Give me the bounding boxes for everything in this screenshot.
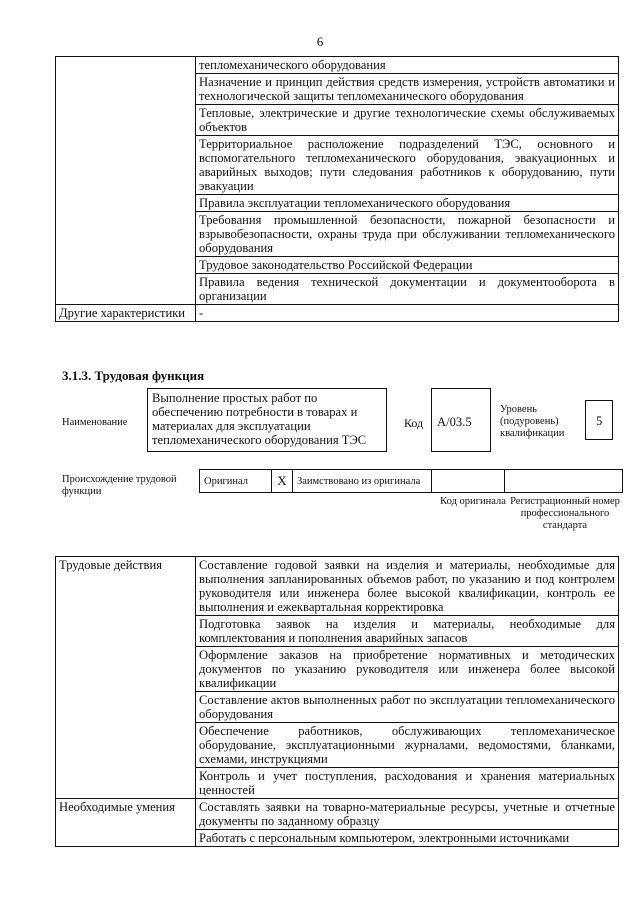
table-row	[56, 305, 619, 322]
table-cell-right: Составление актов выполненных работ по эксплуатации тепломеханического оборудования	[196, 692, 619, 723]
code-value: А/03.5	[437, 415, 472, 429]
function-name-box	[147, 388, 387, 452]
table-cell-right: Требования промышленной безопасности, пожарной безопасности и взрывобезопасности, охраны труда при обслуживании тепломеханического оборудования	[196, 212, 619, 257]
knowledge-table	[55, 56, 619, 322]
table-cell-right: Составлять заявки на товарно-материальные ресурсы, учетные и отчетные документы по заданному образцу	[196, 799, 619, 830]
origin-label: Происхождение трудовой функции	[62, 474, 177, 497]
original-label: Оригинал	[200, 470, 272, 493]
table-cell-right: Оформление заказов на приобретение нормативных и методических документов по указанию руководителя или инженера более высокой квалификации	[196, 647, 619, 692]
table-cell-right: Подготовка заявок на изделия и материалы, необходимые для комплектования и пополнения аварийных запасов	[196, 616, 619, 647]
other-characteristics-label: Другие характеристики	[56, 305, 196, 322]
table-cell-left	[56, 57, 196, 305]
required-skills-label: Необходимые умения	[56, 799, 196, 847]
table-cell-right: тепломеханического оборудования	[196, 57, 619, 74]
original-mark: X	[272, 470, 293, 493]
table-cell-right: Правила эксплуатации тепломеханического оборудования	[196, 195, 619, 212]
registration-number-cell	[505, 470, 623, 493]
table-row	[56, 57, 619, 74]
name-label: Наименование	[62, 417, 128, 428]
code-box	[431, 388, 491, 452]
table-row	[56, 799, 619, 830]
code-caption: Код оригинала	[440, 496, 506, 507]
level-label: Уровень (подуровень) квалификации	[500, 404, 565, 439]
table-cell-right: Назначение и принцип действия средств измерения, устройств автоматики и технологической защиты тепломеханического оборудования	[196, 74, 619, 105]
table-cell-right: Тепловые, электрические и другие технологические схемы обслуживаемых объектов	[196, 105, 619, 136]
code-label: Код	[404, 416, 424, 430]
registration-caption: Регистрационный номер профессионального стандарта	[510, 496, 620, 531]
actions-table	[55, 556, 619, 847]
table-cell-right: Правила ведения технической документации и документооборота в организации	[196, 274, 619, 305]
table-cell-right: Территориальное расположение подразделений ТЭС, основного и вспомогательного тепломеханического оборудования, эвакуационных и аварийных выходов; пути следования работников к оборудованию, пути эвакуации	[196, 136, 619, 195]
original-code-cell	[432, 470, 505, 493]
page-number: 6	[316, 34, 324, 49]
origin-table	[199, 469, 623, 493]
borrowed-label: Заимствовано из оригинала	[293, 470, 432, 493]
table-cell-right: Трудовое законодательство Российской Федерации	[196, 257, 619, 274]
other-characteristics-value: -	[196, 305, 619, 322]
table-cell-right: Работать с персональным компьютером, электронными источниками	[196, 830, 619, 847]
level-value: 5	[596, 414, 603, 428]
section-title: 3.1.3. Трудовая функция	[62, 368, 205, 383]
function-name-value: Выполнение простых работ по обеспечению потребности в товарах и материалах для эксплуатации тепломеханического оборудования ТЭС	[152, 391, 367, 447]
table-cell-right: Контроль и учет поступления, расходования и хранения материальных ценностей	[196, 768, 619, 799]
table-cell-right: Обеспечение работников, обслуживающих тепломеханическое оборудование, эксплуатационными журналами, ведомостями, бланками, схемами, инструкциями	[196, 723, 619, 768]
level-box	[585, 400, 613, 440]
table-row	[56, 557, 619, 616]
table-cell-right: Составление годовой заявки на изделия и материалы, необходимые для выполнения запланированных объемов работ, по указанию и под контролем руководителя или инженера более высокой квалификации, контроль ее выполнения и ежеквартальная корректировка	[196, 557, 619, 616]
labor-actions-label: Трудовые действия	[56, 557, 196, 799]
